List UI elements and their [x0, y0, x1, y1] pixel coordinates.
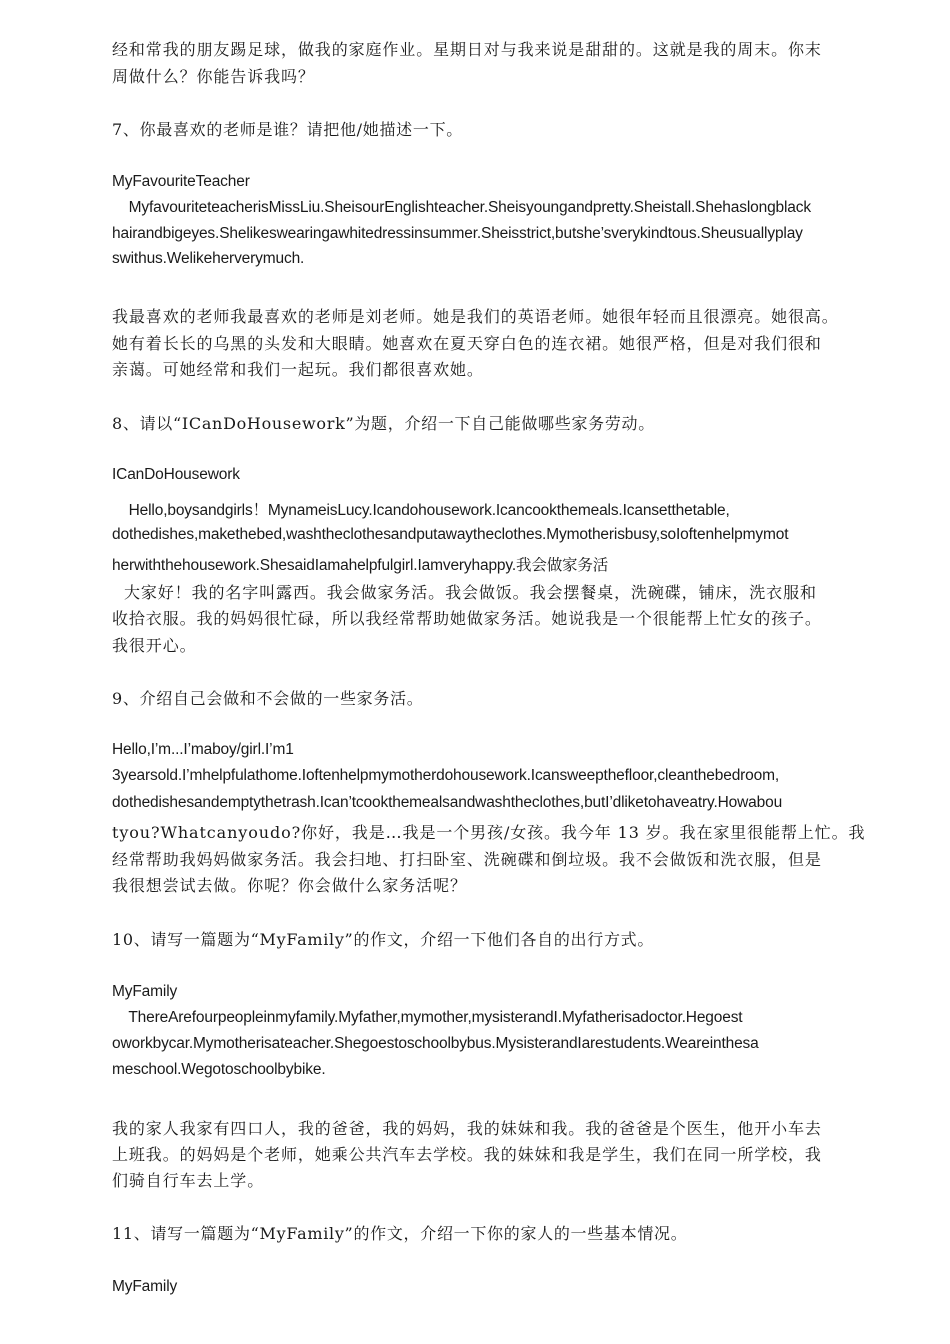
- text-line: swithus.Welikeherverymuch.: [112, 250, 305, 267]
- question-heading: 8、请以“ICanDoHousework”为题，介绍一下自己能做哪些家务劳动。: [112, 414, 655, 433]
- text-line: 大家好！我的名字叫露西。我会做家务活。我会做饭。我会摆餐桌，洗碗碟，铺床，洗衣服和: [112, 583, 817, 602]
- essay-title: MyFavouriteTeacher: [112, 173, 250, 190]
- text-line: hairandbigeyes.Shelikeswearingawhitedressinsummer.Sheisstrict,butshe’sverykindtous.Sheusuallyplay: [112, 225, 803, 242]
- text-line: 我的家人我家有四口人，我的爸爸，我的妈妈，我的妹妹和我。我的爸爸是个医生，他开小车去: [112, 1119, 822, 1138]
- text-line: 收拾衣服。我的妈妈很忙碌，所以我经常帮助她做家务活。她说我是一个很能帮上忙女的孩子。: [112, 609, 822, 628]
- text-line: 我很开心。: [112, 636, 197, 655]
- question-heading: 9、介绍自己会做和不会做的一些家务活。: [112, 689, 424, 708]
- text-line: oworkbycar.Mymotherisateacher.Shegoestoschoolbybus.MysisterandIarestudents.Weareinthesa: [112, 1035, 759, 1052]
- text-line: 我最喜欢的老师我最喜欢的老师是刘老师。她是我们的英语老师。她很年轻而且很漂亮。她很高。: [112, 307, 839, 326]
- question-heading: 10、请写一篇题为“MyFamily”的作文，介绍一下他们各自的出行方式。: [112, 930, 655, 949]
- text-line: Hello,boysandgirls！MynameisLucy.Icandohousework.Icancookthemeals.Icansetthetable,: [112, 502, 730, 519]
- text-line: dothedishes,makethebed,washtheclothesandputawaytheclothes.Mymotherisbusy,soIoftenhelpmymot: [112, 526, 789, 543]
- question-heading: 11、请写一篇题为“MyFamily”的作文，介绍一下你的家人的一些基本情况。: [112, 1224, 688, 1243]
- text-line: 周做什么？你能告诉我吗？: [112, 67, 315, 86]
- text-line: 经和常我的朋友踢足球，做我的家庭作业。星期日对与我来说是甜甜的。这就是我的周末。你末: [112, 40, 822, 59]
- text-line: 们骑自行车去上学。: [112, 1171, 265, 1190]
- text-line: herwiththehousework.ShesaidIamahelpfulgirl.Iamveryhappy.我会做家务活: [112, 557, 609, 574]
- essay-title: MyFamily: [112, 983, 178, 1000]
- text-line: meschool.Wegotoschoolbybike.: [112, 1061, 326, 1078]
- text-line: 3yearsold.I’mhelpfulathome.Ioftenhelpmymotherdohousework.Icansweepthefloor,cleanthebedroom,: [112, 767, 780, 784]
- text-line: Hello,I’m...I’maboy/girl.I’m1: [112, 741, 294, 758]
- essay-title: ICanDoHousework: [112, 466, 240, 483]
- text-line: 我很想尝试去做。你呢？你会做什么家务活呢？: [112, 876, 467, 895]
- text-line: 亲蔼。可她经常和我们一起玩。我们都很喜欢她。: [112, 360, 484, 379]
- text-line: 上班我。的妈妈是个老师，她乘公共汽车去学校。我的妹妹和我是学生，我们在同一所学校，我: [112, 1145, 822, 1164]
- text-line: 她有着长长的乌黑的头发和大眼睛。她喜欢在夏天穿白色的连衣裙。她很严格，但是对我们很和: [112, 334, 822, 353]
- question-heading: 7、你最喜欢的老师是谁？请把他/她描述一下。: [112, 120, 463, 139]
- text-line: MyfavouriteteacherisMissLiu.SheisourEnglishteacher.Sheisyoungandpretty.Sheistall.Shehaslongblack: [112, 199, 811, 216]
- text-line: ThereArefourpeopleinmyfamily.Myfather,mymother,mysisterandI.Myfatherisadoctor.Hegoest: [112, 1009, 743, 1026]
- essay-title: MyFamily: [112, 1278, 178, 1295]
- text-line: dothedishesandemptythetrash.Ican’tcookthemealsandwashtheclothes,butI’dliketohaveatry.Howabou: [112, 794, 783, 811]
- text-line: 经常帮助我妈妈做家务活。我会扫地、打扫卧室、洗碗碟和倒垃圾。我不会做饭和洗衣服，但是: [112, 850, 822, 869]
- text-line: tyou?Whatcanyoudo?你好，我是…我是一个男孩/女孩。我今年 13 岁。我在家里很能帮上忙。我: [112, 823, 866, 842]
